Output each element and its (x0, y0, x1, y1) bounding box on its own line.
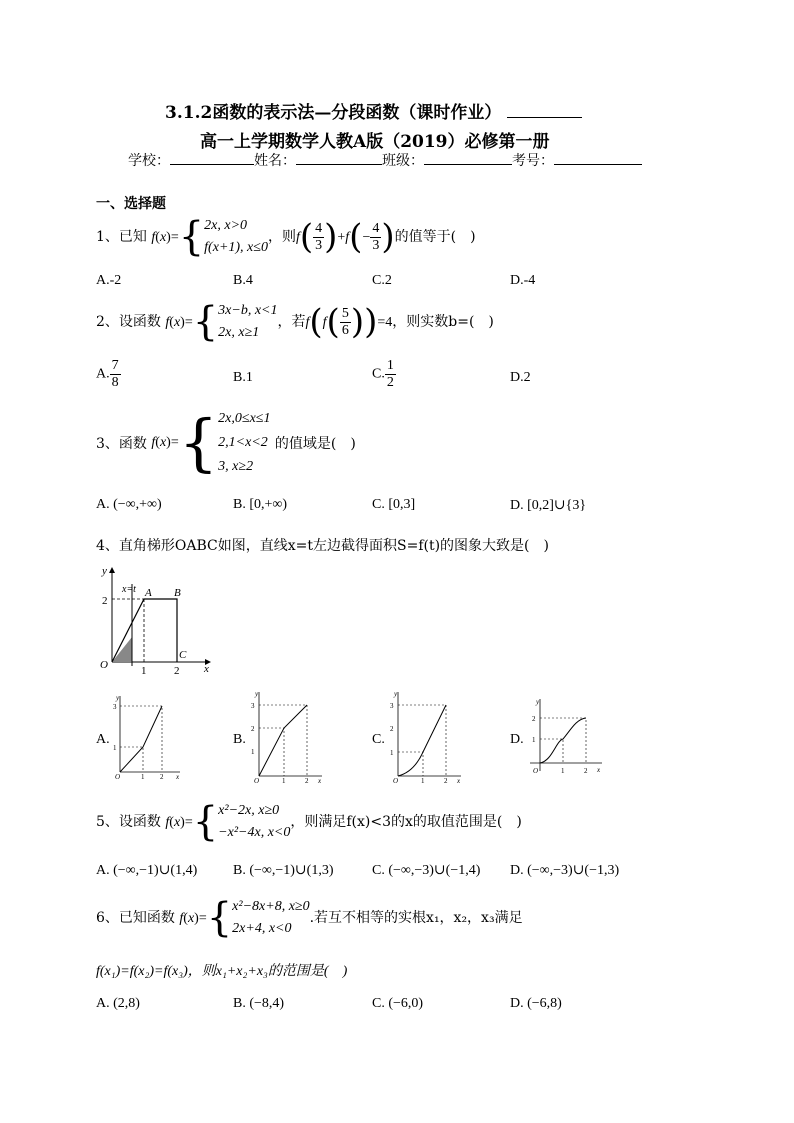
svg-text:O: O (100, 659, 108, 671)
svg-text:2: 2 (102, 595, 108, 607)
q6-option-a[interactable]: A. (2,8) (96, 996, 140, 1011)
q4-option-d[interactable]: D. (510, 732, 524, 747)
q4-option-a-graph (110, 692, 185, 780)
svg-text:2: 2 (584, 767, 588, 775)
q6-case-2: 2x+4, x<0 (232, 921, 292, 936)
svg-text:1: 1 (141, 773, 145, 780)
q4-option-a[interactable]: A. (96, 732, 110, 747)
svg-text:1: 1 (561, 767, 565, 775)
svg-text:1: 1 (141, 665, 147, 677)
svg-text:O: O (393, 777, 399, 783)
school-label: 学校： (128, 153, 170, 169)
question-6: 6、已知函数 f(x)={ x²−8x+8, x≥0 2x+4, x<0 .若互不相等的实根x₁，x₂，x₃满足 (96, 895, 523, 941)
svg-text:3: 3 (113, 703, 117, 711)
q2-case-2: 2x, x≥1 (218, 325, 260, 340)
q1-option-c[interactable]: C.2 (372, 273, 392, 288)
question-4: 4、直角梯形OABC如图，直线x=t左边截得面积S=f(t)的图象大致是( ) (96, 538, 549, 554)
section-heading: 一、选择题 (96, 196, 166, 212)
svg-text:1: 1 (282, 777, 286, 783)
trapezoid-figure (92, 562, 217, 677)
svg-text:x: x (318, 777, 322, 783)
svg-text:x=t: x=t (122, 584, 136, 595)
q6-option-d[interactable]: D. (−6,8) (510, 996, 562, 1011)
q2-option-c[interactable]: C. $\frac{1}{2}$ (372, 358, 394, 390)
q2-tail: ，则实数b=( ) (392, 314, 494, 330)
question-5: 5、设函数 f(x)={ x²−2x, x≥0 −x²−4x, x<0 ，则满足f(x)<3的x的取值范围是( ) (96, 799, 522, 845)
svg-text:2: 2 (532, 715, 536, 723)
q2-option-d[interactable]: D.2 (510, 370, 531, 385)
q1-option-a[interactable]: A.-2 (96, 273, 122, 288)
q3-option-c[interactable]: C. [0,3] (372, 497, 416, 512)
svg-text:x: x (597, 766, 601, 774)
svg-text:y: y (255, 690, 259, 698)
q3-option-a[interactable]: A. (−∞,+∞) (96, 497, 162, 512)
svg-text:A: A (145, 587, 152, 599)
q1-tail: 的值等于( ) (394, 229, 476, 245)
q1-option-b[interactable]: B.4 (233, 273, 253, 288)
q5-case-1: x²−2x, x≥0 (218, 803, 280, 818)
q6-line-2: f(x₁)=f(x₂)=f(x₃)，则x₁+x₂+x₃的范围是( ) (96, 964, 348, 979)
svg-text:y: y (536, 698, 540, 706)
svg-text:x: x (204, 663, 209, 675)
svg-text:O: O (533, 767, 539, 775)
name-label: 姓名： (254, 153, 296, 169)
q6-case-1: x²−8x+8, x≥0 (232, 899, 310, 914)
svg-text:C: C (179, 649, 187, 661)
q1-case-2: f(x+1), x≤0 (204, 240, 268, 255)
q2-option-b[interactable]: B.1 (233, 370, 253, 385)
q4-option-c[interactable]: C. (372, 732, 385, 747)
exam-number-field[interactable] (554, 150, 642, 165)
q6-lead: 6、已知函数 (96, 910, 175, 926)
svg-text:y: y (394, 690, 398, 698)
svg-text:y: y (102, 565, 107, 577)
q3-tail: 的值域是( ) (274, 436, 356, 452)
question-2: 2、设函数 f(x)={ 3x−b, x<1 2x, x≥1 ，若f(f( $\frac{5}{6}$ ))=4，则实数b=( ) (96, 299, 494, 345)
svg-text:2: 2 (390, 725, 394, 733)
question-3: 3、函数 f(x)={ 2x,0≤x≤1 2,1<x<2 3, x≥2 的值域是( ) (96, 406, 356, 479)
q1-lead: 1、已知 (96, 229, 147, 245)
svg-text:x: x (176, 773, 180, 780)
q4-option-d-graph (526, 695, 606, 777)
q6-tail: .若互不相等的实根x₁，x₂，x₃满足 (309, 910, 523, 926)
svg-text:1: 1 (251, 748, 255, 756)
title-line-2: 高一上学期数学人教A版（2019）必修第一册 (200, 132, 550, 152)
title-line-1: 3.1.2函数的表示法—分段函数（课时作业） (165, 98, 582, 123)
q1-case-1: 2x, x>0 (204, 218, 248, 233)
class-field[interactable] (424, 150, 512, 165)
exam-number-label: 考号： (512, 153, 554, 169)
svg-text:O: O (254, 777, 260, 783)
svg-text:2: 2 (174, 665, 180, 677)
q3-option-d[interactable]: D. [0,2]∪{3} (510, 498, 587, 513)
q4-option-b[interactable]: B. (233, 732, 246, 747)
svg-text:2: 2 (251, 725, 255, 733)
student-info-fields (128, 150, 642, 170)
q2-eq: =4 (377, 315, 393, 330)
q1-option-d[interactable]: D.-4 (510, 273, 536, 288)
name-field[interactable] (296, 150, 382, 165)
class-label: 班级： (382, 153, 424, 169)
q5-lead: 5、设函数 (96, 814, 161, 830)
q1-mid: ，则 (267, 229, 296, 245)
svg-text:B: B (174, 587, 181, 599)
svg-text:1: 1 (113, 744, 117, 752)
q6-option-b[interactable]: B. (−8,4) (233, 996, 285, 1011)
svg-text:2: 2 (305, 777, 309, 783)
svg-text:y: y (116, 694, 120, 702)
svg-text:2: 2 (160, 773, 164, 780)
svg-text:3: 3 (251, 702, 255, 710)
q2-mid: ，若 (277, 314, 306, 330)
q4-option-c-graph (386, 688, 466, 783)
q2-lead: 2、设函数 (96, 314, 161, 330)
q5-case-2: −x²−4x, x<0 (218, 825, 291, 840)
svg-text:x: x (457, 777, 461, 783)
q4-option-b-graph (247, 688, 327, 783)
q5-option-a[interactable]: A. (−∞,−1)∪(1,4) (96, 863, 198, 878)
q2-option-a[interactable]: A. $\frac{7}{8}$ (96, 358, 119, 390)
svg-text:1: 1 (390, 749, 394, 757)
q5-tail: ，则满足f(x)<3的x的取值范围是( ) (290, 814, 522, 830)
svg-text:1: 1 (421, 777, 425, 783)
q5-option-c[interactable]: C. (−∞,−3)∪(−1,4) (372, 863, 481, 878)
q5-option-d[interactable]: D. (−∞,−3)∪(−1,3) (510, 863, 620, 878)
school-field[interactable] (170, 150, 254, 165)
q3-lead: 3、函数 (96, 436, 147, 452)
svg-text:3: 3 (390, 702, 394, 710)
q3-case-2: 2,1<x<2 (218, 435, 268, 450)
q3-case-3: 3, x≥2 (218, 459, 254, 474)
svg-text:2: 2 (444, 777, 448, 783)
q5-option-b[interactable]: B. (−∞,−1)∪(1,3) (233, 863, 334, 878)
question-1: 1、已知 f(x)={ 2x, x>0 f(x+1), x≤0 ，则f( $\frac{4}{3}$ )+f(− $\frac{4}{3}$ )的值等于( ) (96, 214, 476, 260)
q2-case-1: 3x−b, x<1 (218, 303, 278, 318)
q3-option-b[interactable]: B. [0,+∞) (233, 497, 288, 512)
svg-text:1: 1 (532, 736, 536, 744)
q3-case-1: 2x,0≤x≤1 (218, 411, 271, 426)
q6-option-c[interactable]: C. (−6,0) (372, 996, 424, 1011)
svg-text:O: O (115, 773, 121, 780)
